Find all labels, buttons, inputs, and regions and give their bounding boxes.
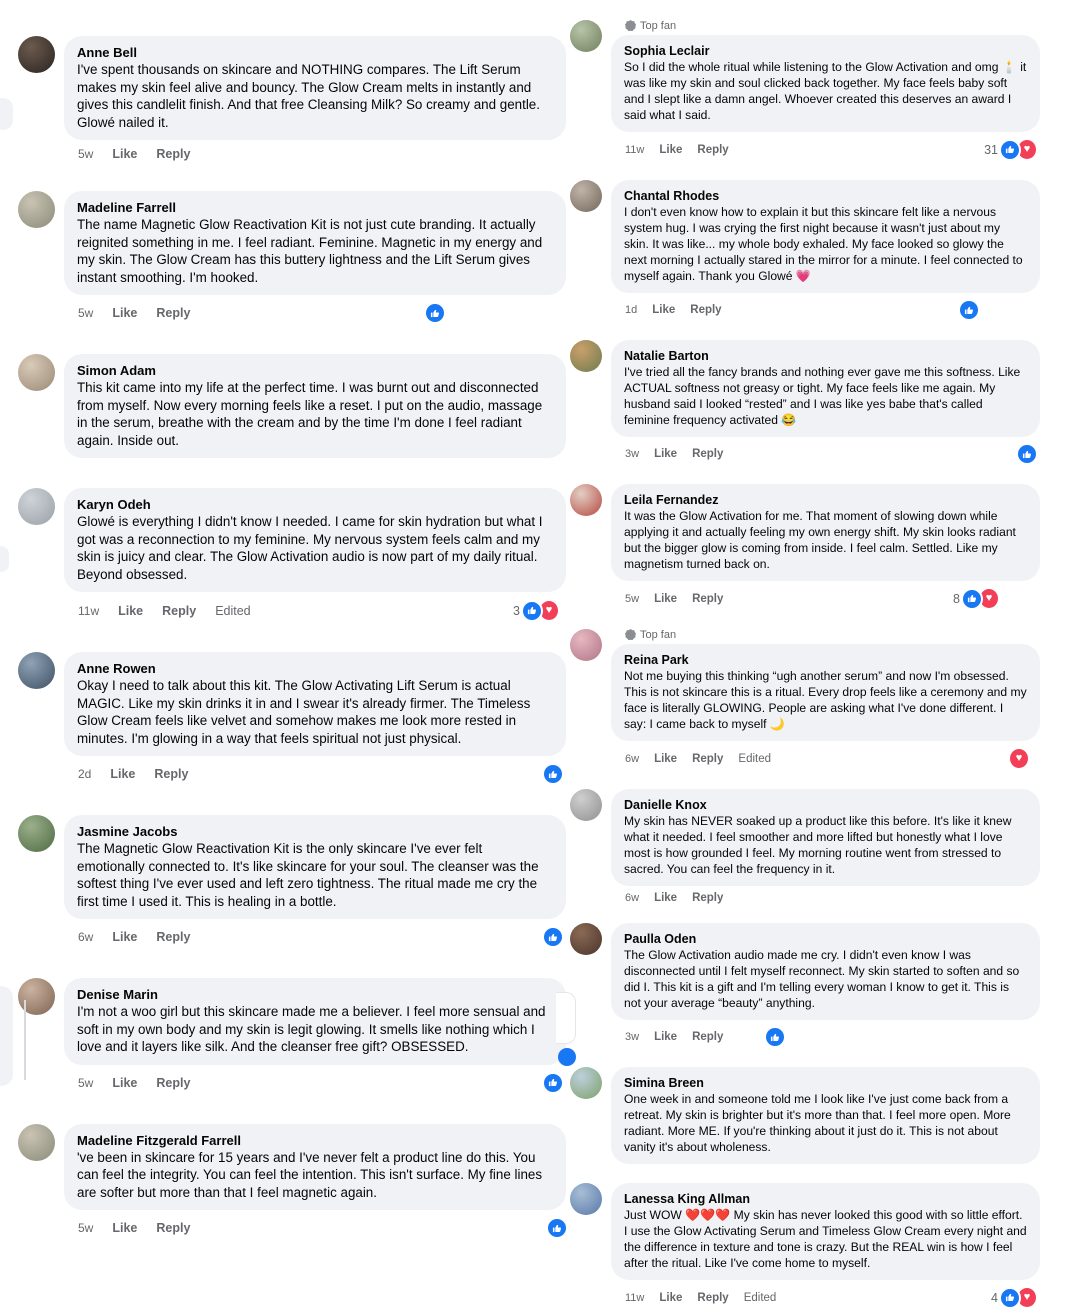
reply-button[interactable]: Reply	[692, 1031, 724, 1043]
heart-icon: ♥	[1016, 1286, 1038, 1309]
reaction-pill[interactable]	[546, 1217, 568, 1239]
reaction-count: 3	[513, 603, 520, 618]
comment	[18, 354, 566, 458]
like-button[interactable]: Like	[654, 892, 678, 904]
comment-meta	[611, 1280, 1040, 1309]
top-fan-badge	[611, 629, 1040, 644]
comment-author[interactable]: Anne Rowen	[77, 661, 156, 676]
comment	[570, 629, 1040, 770]
comment-meta	[64, 295, 566, 324]
comments-column-left	[18, 36, 566, 1239]
comment-text: The Glow Activation audio made me cry. I didn't even know I was disconnected until I felt myself reconnect. My skin started to soften and so did I. This kit is a gift and I'm telling every woman I know to get it. This is not your average “beauty” anything.	[624, 948, 1023, 1010]
comment-text: It was the Glow Activation for me. That moment of slowing down while applying it and actually feeling my own energy shift. My skin looks radiant but the bigger glow is coming from inside. I feel calm. Settled. Like my magnetism turned back on.	[624, 509, 1020, 571]
comment-text: I don't even know how to explain it but this skincare felt like a nervous system hug. I was crying the first night because it wasn't just about my skin. It was like... my whole body exhaled. My face looked so glowy the next morning I actually stared in the mirror for a minute. I feel connected to myself again. Thank you Glowé 💗	[624, 205, 1026, 283]
comment-author[interactable]: Natalie Barton	[624, 349, 709, 363]
reaction-count: 4	[991, 1290, 998, 1305]
reaction-pill[interactable]	[424, 302, 446, 324]
comment-meta	[611, 1020, 1040, 1048]
comment-content	[611, 789, 1040, 904]
timestamp[interactable]: 5w	[78, 1221, 94, 1235]
heart-icon: ♥	[1008, 747, 1030, 770]
reaction-pill[interactable]	[958, 299, 980, 321]
heart-icon: ♥	[538, 599, 560, 622]
comment-bubble	[611, 1183, 1040, 1280]
timestamp[interactable]: 2d	[78, 767, 92, 781]
reaction-pill[interactable]	[953, 587, 1000, 610]
top-fan-label: Top fan	[640, 629, 677, 641]
comment-content	[611, 340, 1040, 465]
reply-button[interactable]: Reply	[697, 1291, 729, 1304]
comment-bubble	[64, 36, 566, 140]
top-fan-label: Top fan	[640, 20, 677, 32]
reply-button[interactable]: Reply	[156, 1221, 191, 1235]
timestamp[interactable]: 6w	[625, 892, 640, 904]
comment-text: Not me buying this thinking “ugh another serum” and now I'm obsessed. This is not skincare this is a ritual. Every drop feels like a ceremony and my face is literally GLOWING. People are asking what I've done different. I say: I came back to myself 🌙	[624, 669, 1030, 731]
avatar[interactable]	[18, 815, 55, 852]
comment-content	[611, 180, 1040, 321]
like-button[interactable]: Like	[652, 304, 676, 316]
thumbs-up-icon	[424, 302, 446, 324]
comment-text: I'm not a woo girl but this skincare made me a believer. I feel more sensual and soft in my own body and my skin is legit glowing. It smells like nothing which I love and it layers like silk. And the cleanser free gift? OBSESSED.	[77, 1004, 550, 1054]
comment-content	[611, 923, 1040, 1048]
thumbs-up-icon	[542, 926, 564, 948]
reply-button[interactable]: Reply	[156, 1075, 191, 1090]
like-button[interactable]: Like	[659, 1291, 683, 1304]
comment-bubble	[611, 340, 1040, 437]
avatar[interactable]	[570, 629, 602, 661]
comment-content	[64, 652, 566, 785]
comment	[570, 1067, 1040, 1164]
like-button[interactable]: Like	[654, 1031, 678, 1043]
comment-bubble	[64, 978, 566, 1065]
comment-author[interactable]: Chantal Rhodes	[624, 189, 720, 203]
reaction-pill[interactable]	[542, 1072, 564, 1094]
thumbs-up-icon	[542, 763, 564, 785]
timestamp[interactable]: 5w	[78, 306, 94, 320]
avatar[interactable]	[570, 1067, 602, 1099]
edge-fragment	[0, 986, 13, 1086]
avatar[interactable]	[18, 1124, 55, 1161]
reply-button[interactable]: Reply	[697, 143, 729, 156]
timestamp[interactable]: 3w	[625, 1031, 640, 1043]
timestamp[interactable]: 11w	[625, 1291, 645, 1304]
comment-meta	[64, 919, 566, 948]
comment-author[interactable]: Denise Marin	[77, 987, 158, 1002]
comment	[570, 20, 1040, 161]
comment-text: 've been in skincare for 15 years and I've never felt a product line do this. You can feel the integrity. You can feel the intention. This isn't surface. My fine lines are softer but more than that I feel magnetic again.	[77, 1149, 546, 1200]
reply-button[interactable]: Reply	[692, 448, 724, 460]
thumbs-up-icon	[961, 588, 983, 610]
comment-author[interactable]: Simon Adam	[77, 363, 156, 378]
timestamp[interactable]: 1d	[625, 304, 638, 316]
top-fan-icon	[625, 20, 636, 32]
avatar[interactable]	[570, 1183, 602, 1215]
comment	[570, 923, 1040, 1048]
comment	[18, 978, 566, 1094]
heart-icon: ♥	[978, 587, 1000, 610]
comment-author[interactable]: Leila Fernandez	[624, 493, 719, 507]
comment-meta	[611, 581, 1040, 610]
avatar[interactable]	[570, 484, 602, 516]
comment-content	[611, 1183, 1040, 1309]
like-button[interactable]: Like	[654, 592, 678, 605]
comment-content	[64, 1124, 566, 1240]
comment-bubble	[64, 815, 566, 919]
comment-bubble	[64, 191, 566, 295]
comment-author[interactable]: Reina Park	[624, 653, 689, 667]
timestamp[interactable]: 11w	[625, 143, 645, 156]
thumbs-up-icon	[764, 1026, 786, 1048]
reply-button[interactable]: Reply	[692, 752, 724, 765]
comment-author[interactable]: Sophia Leclair	[624, 44, 710, 58]
reaction-pill[interactable]	[1016, 443, 1038, 465]
comment	[570, 484, 1040, 610]
thumbs-up-icon	[521, 600, 543, 622]
comment-meta	[611, 886, 1040, 904]
comment-meta	[64, 592, 566, 622]
timestamp[interactable]: 6w	[78, 930, 94, 944]
comment	[18, 1124, 566, 1240]
comment-author[interactable]: Simina Breen	[624, 1076, 704, 1090]
timestamp[interactable]: 6w	[625, 752, 640, 765]
reply-button[interactable]: Reply	[156, 306, 191, 320]
comment-author[interactable]: Madeline Farrell	[77, 200, 176, 215]
like-button[interactable]: Like	[118, 603, 144, 618]
timestamp[interactable]: 5w	[78, 147, 94, 161]
comment-bubble	[64, 488, 566, 592]
thumbs-up-icon	[999, 139, 1021, 161]
comment-bubble	[611, 789, 1040, 886]
comment-author[interactable]: Karyn Odeh	[77, 497, 151, 512]
reaction-pill[interactable]	[984, 138, 1038, 161]
avatar[interactable]	[18, 36, 55, 73]
reaction-pill[interactable]	[513, 599, 560, 622]
comment-text: I've tried all the fancy brands and nothing ever gave me this softness. Like ACTUAL softness not greasy or tight. My face feels like me again. My husband said I looked “rested” and I was like yes babe that's called feminine frequency activated 😂	[624, 365, 1023, 427]
comment-text: The name Magnetic Glow Reactivation Kit is not just cute branding. It actually reignited something in me. I feel radiant. Feminine. Magnetic in my energy and my skin. The Glow Cream has this buttery lightness and the Lift Serum gives instant smoothing. I'm hooked.	[77, 217, 546, 285]
comment-text: My skin has NEVER soaked up a product like this before. It's like it knew what it needed. I feel smoother and more lifted but honestly what I love most is how grounded I feel. My morning routine went from stressed to sacred. You can feel the frequency in it.	[624, 814, 1015, 876]
timestamp[interactable]: 3w	[625, 448, 640, 460]
comment-author[interactable]: Lanessa King Allman	[624, 1192, 750, 1206]
like-button[interactable]: Like	[654, 752, 678, 765]
edge-fragment	[558, 1048, 576, 1066]
avatar[interactable]	[18, 488, 55, 525]
comment	[18, 36, 566, 161]
comment-bubble	[64, 354, 566, 458]
comment-content	[64, 191, 566, 324]
comment-author[interactable]: Danielle Knox	[624, 798, 707, 812]
reply-button[interactable]: Reply	[162, 603, 197, 618]
reaction-pill[interactable]	[542, 763, 564, 785]
like-button[interactable]: Like	[110, 767, 136, 781]
avatar[interactable]	[18, 354, 55, 391]
comment-author[interactable]: Madeline Fitzgerald Farrell	[77, 1132, 241, 1148]
avatar[interactable]	[18, 191, 55, 228]
comment-content	[611, 1067, 1040, 1164]
comment-text: Okay I need to talk about this kit. The Glow Activating Lift Serum is actual MAGIC. Like my skin drinks it in and I swear it's already firmer. The Timeless Glow Cream feels like velvet and somehow makes me look more rested in minutes. I'm glowing in a way that feels spiritual not just physical.	[77, 678, 535, 746]
reply-button[interactable]: Reply	[690, 304, 722, 316]
timestamp[interactable]: 11w	[78, 603, 100, 618]
reply-button[interactable]: Reply	[692, 892, 724, 904]
comment-content	[611, 629, 1040, 770]
comment-content	[611, 484, 1040, 610]
timestamp[interactable]: 5w	[625, 592, 640, 605]
reaction-pill[interactable]	[764, 1026, 786, 1048]
thumbs-up-icon	[1016, 443, 1038, 465]
like-button[interactable]: Like	[112, 306, 138, 320]
comment-content	[64, 354, 566, 458]
avatar[interactable]	[570, 180, 602, 212]
comment	[18, 652, 566, 785]
thumbs-up-icon	[542, 1072, 564, 1094]
comment	[570, 1183, 1040, 1309]
thumbs-up-icon	[958, 299, 980, 321]
thumbs-up-icon	[546, 1217, 568, 1239]
comment-bubble	[611, 484, 1040, 581]
avatar[interactable]	[570, 340, 602, 372]
comment	[570, 340, 1040, 465]
comment-content	[64, 978, 566, 1094]
comment	[18, 488, 566, 622]
reaction-count: 31	[984, 142, 998, 157]
comment-text: One week in and someone told me I look like I've just come back from a retreat. My skin is brighter but it's more than that. I feel more open. More radiant. More ME. If you're thinking about it just do it. This is not about vanity it's about wholeness.	[624, 1092, 1015, 1154]
reply-button[interactable]: Reply	[156, 930, 191, 944]
edited-label[interactable]: Edited	[743, 1291, 777, 1304]
thumbs-up-icon	[999, 1287, 1021, 1309]
comment-content	[64, 36, 566, 161]
comment-meta	[64, 756, 566, 785]
edge-fragment	[556, 992, 576, 1044]
comment-text: Just WOW ❤️❤️❤️ My skin has never looked this good with so little effort. I use the Glow Activating Serum and Timeless Glow Cream every night and the difference in texture and tone is crazy. But the REAL win is how I feel after the ritual. Like I've come home to myself.	[624, 1208, 1031, 1270]
edge-fragment	[0, 546, 9, 572]
comment	[18, 815, 566, 948]
comment-author[interactable]: Paulla Oden	[624, 932, 697, 946]
comment-content	[611, 20, 1040, 161]
comment-bubble	[64, 1124, 566, 1211]
comment-text: So I did the whole ritual while listening to the Glow Activation and omg 🕯️ it was like my skin and soul clicked back together. My face feels baby soft and I slept like a damn angel. Whoever created this deserves an award I said what I said.	[624, 60, 1030, 122]
avatar[interactable]	[570, 923, 602, 955]
heart-icon: ♥	[1016, 138, 1038, 161]
comment-author[interactable]: Jasmine Jacobs	[77, 824, 178, 839]
thread-line	[24, 1000, 26, 1080]
reply-button[interactable]: Reply	[692, 592, 724, 605]
like-button[interactable]: Like	[112, 147, 138, 161]
comments-column-right	[570, 20, 1040, 1309]
comment-meta	[64, 140, 566, 161]
comment-bubble	[611, 180, 1040, 293]
comment-meta	[64, 1210, 566, 1239]
like-button[interactable]: Like	[654, 448, 678, 460]
comment-bubble	[611, 923, 1040, 1020]
reaction-count: 8	[953, 591, 960, 606]
comment-meta	[64, 1065, 566, 1094]
reply-button[interactable]: Reply	[156, 147, 191, 161]
reply-button[interactable]: Reply	[154, 767, 189, 781]
comment-text: The Magnetic Glow Reactivation Kit is the only skincare I've ever felt emotionally connected to. It's like skincare for your soul. The cleanser was the softest thing I've ever used and left zero tightness. The ritual made me cry the first time I used it. This is healing in a bottle.	[77, 841, 543, 909]
reaction-pill[interactable]	[991, 1286, 1038, 1309]
comment-bubble	[611, 644, 1040, 741]
comment-bubble	[64, 652, 566, 756]
comment	[18, 191, 566, 324]
comment-meta	[611, 132, 1040, 161]
avatar[interactable]	[570, 789, 602, 821]
comment-meta	[611, 437, 1040, 465]
top-fan-badge	[611, 20, 1040, 35]
comment-meta	[611, 741, 1040, 770]
comment-bubble	[611, 1067, 1040, 1164]
timestamp[interactable]: 5w	[78, 1075, 94, 1090]
like-button[interactable]: Like	[659, 143, 683, 156]
top-fan-icon	[625, 629, 636, 641]
reaction-pill[interactable]	[1013, 747, 1030, 770]
avatar[interactable]	[570, 20, 602, 52]
edge-fragment	[0, 98, 13, 130]
edited-label[interactable]: Edited	[738, 752, 772, 765]
comment-author[interactable]: Anne Bell	[77, 45, 137, 60]
comment-text: This kit came into my life at the perfect time. I was burnt out and disconnected from myself. Now every morning feels like a reset. I put on the audio, massage in the serum, breathe with the cream and by the time I'm done I feel radiant again. Inside out.	[77, 380, 546, 448]
comment-meta	[611, 293, 1040, 321]
comment-content	[64, 815, 566, 948]
comment-text: I've spent thousands on skincare and NOTHING compares. The Lift Serum makes my skin feel alive and bouncy. The Glow Cream melts in instantly and gives this candlelit finish. And that free Cleansing Milk? So creamy and gentle. Glowé nailed it.	[77, 62, 544, 130]
comment-text: Glowé is everything I didn't know I needed. I came for skin hydration but what I got was a reconnection to my feminine. My nervous system feels calm and my skin is juicy and clear. The Glow Activation audio is now part of my daily ritual. Beyond obsessed.	[77, 514, 547, 582]
comment	[570, 180, 1040, 321]
reaction-pill[interactable]	[542, 926, 564, 948]
edited-label[interactable]: Edited	[215, 603, 251, 618]
like-button[interactable]: Like	[112, 930, 138, 944]
comment-bubble	[611, 35, 1040, 132]
comment-content	[64, 488, 566, 622]
like-button[interactable]: Like	[112, 1221, 138, 1235]
comment	[570, 789, 1040, 904]
avatar[interactable]	[18, 652, 55, 689]
like-button[interactable]: Like	[112, 1075, 138, 1090]
